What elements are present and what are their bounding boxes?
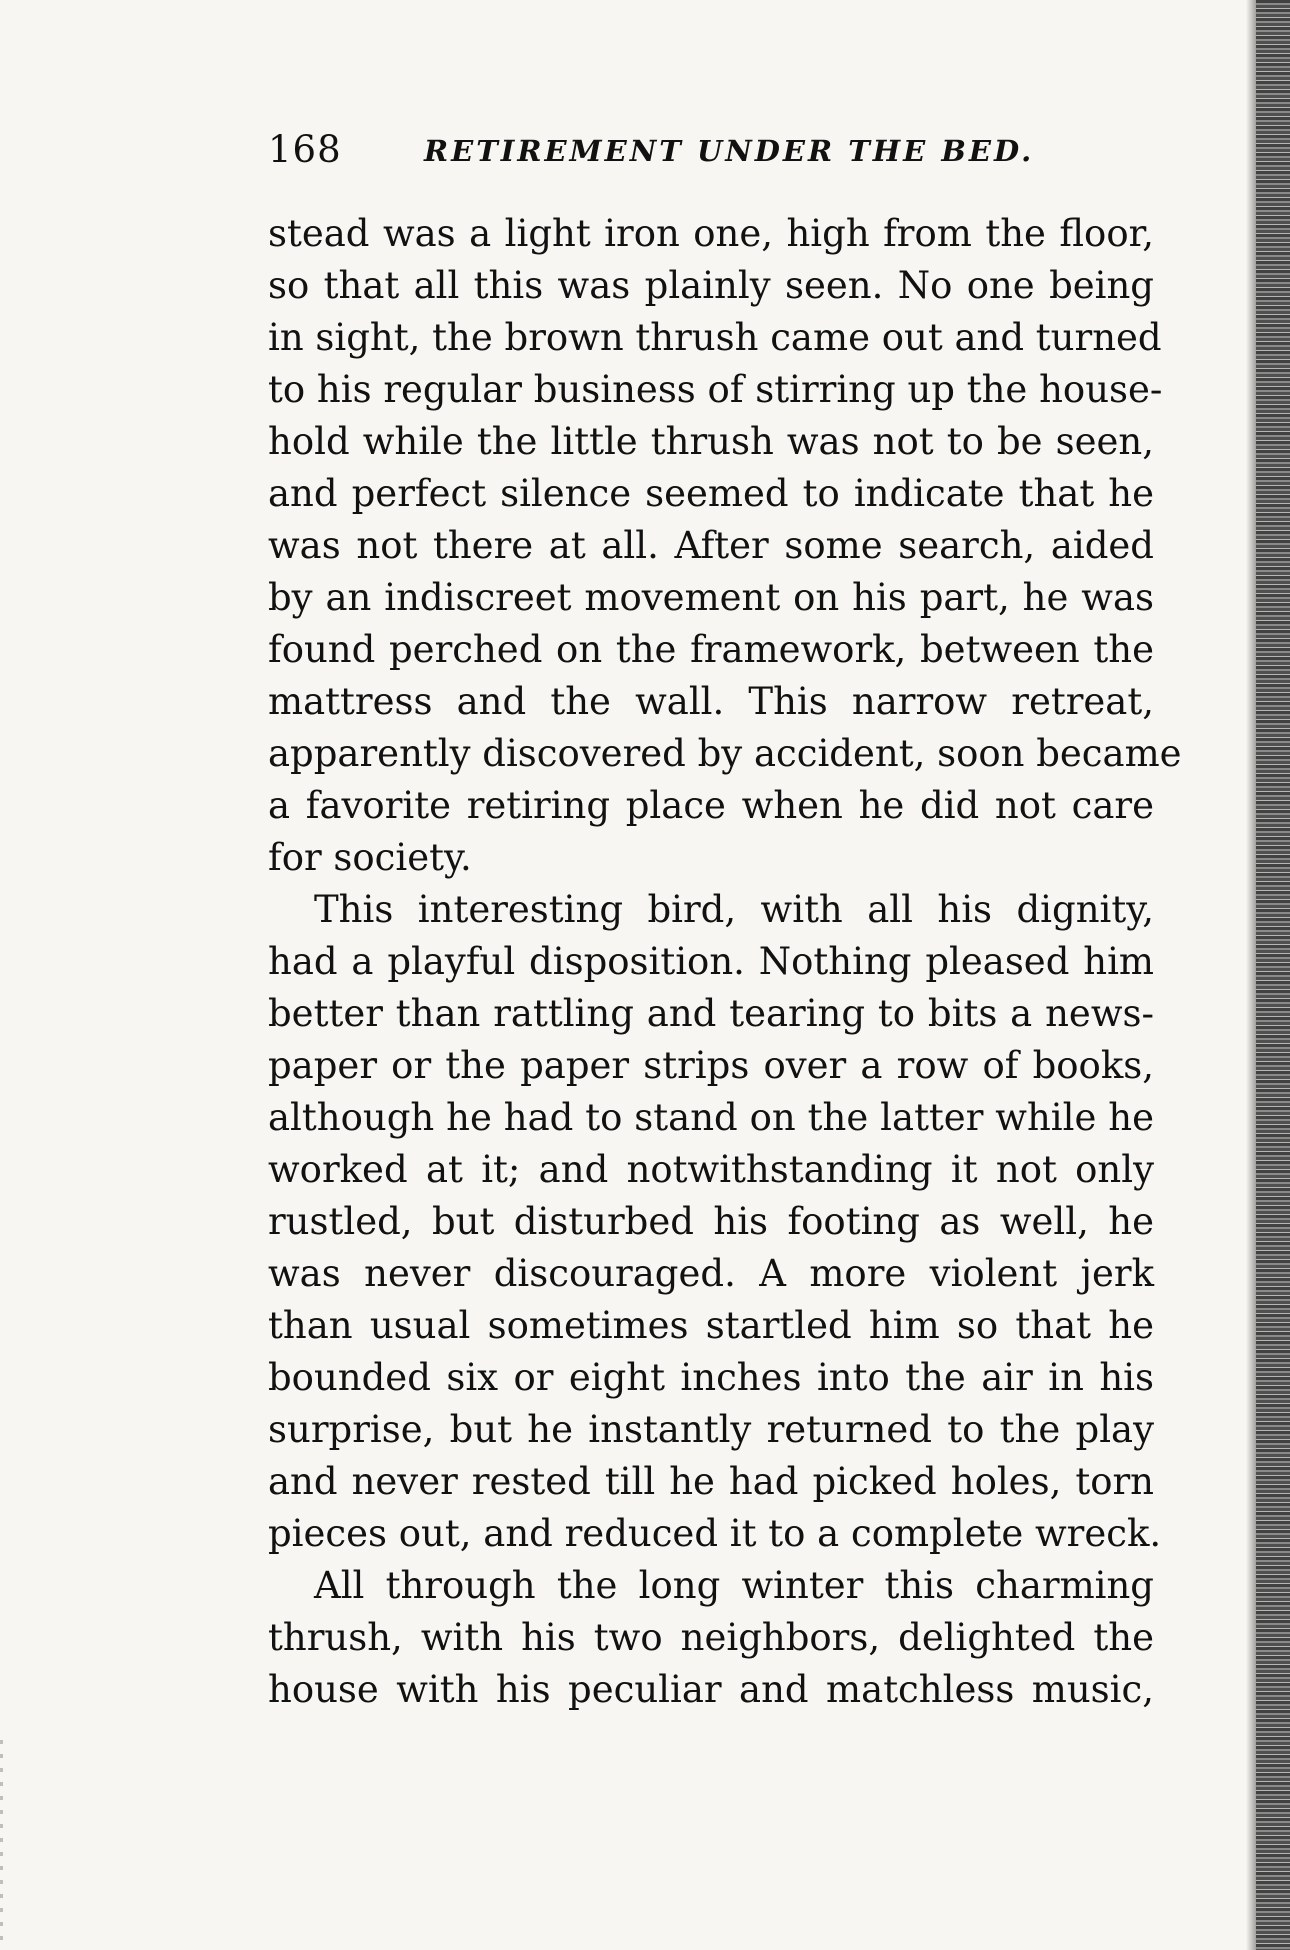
page-header — [268, 128, 1158, 178]
page-edge-shadow — [1256, 0, 1290, 1950]
text-line: All through the long winter this charming — [314, 1564, 1154, 1607]
body-text — [268, 208, 1182, 1716]
text-line: for society. — [268, 836, 472, 879]
text-line: worked at it; and notwithstanding it not only — [268, 1148, 1154, 1191]
text-line: by an indiscreet movement on his part, he was — [268, 576, 1154, 619]
text-line: mattress and the wall. This narrow retreat, — [268, 680, 1154, 723]
text-line: hold while the little thrush was not to be seen, — [268, 420, 1154, 463]
paragraph-2 — [268, 884, 1162, 1560]
text-line: to his regular business of stirring up the house- — [268, 368, 1163, 411]
text-line: and never rested till he had picked holes, torn — [268, 1460, 1154, 1503]
text-line: apparently discovered by accident, soon became — [268, 732, 1182, 775]
text-line: so that all this was plainly seen. No one being — [268, 264, 1154, 307]
text-line: stead was a light iron one, high from the floor, — [268, 212, 1154, 255]
text-line: found perched on the framework, between the — [268, 628, 1154, 671]
text-line: This interesting bird, with all his dignity, — [314, 888, 1154, 931]
text-line: and perfect silence seemed to indicate that he — [268, 472, 1154, 515]
text-line: a favorite retiring place when he did not care — [268, 784, 1154, 827]
scan-speckle — [0, 1740, 3, 1950]
text-line: house with his peculiar and matchless music, — [268, 1668, 1154, 1711]
text-line: than usual sometimes startled him so that he — [268, 1304, 1154, 1347]
text-line: had a playful disposition. Nothing pleased him — [268, 940, 1154, 983]
text-line: was never discouraged. A more violent jerk — [268, 1252, 1154, 1295]
text-line: rustled, but disturbed his footing as well, he — [268, 1200, 1154, 1243]
text-line: surprise, but he instantly returned to the play — [268, 1408, 1154, 1451]
text-line: was not there at all. After some search, aided — [268, 524, 1154, 567]
paragraph-1 — [268, 208, 1182, 884]
page-edge-gradient — [1246, 0, 1256, 1950]
text-line: although he had to stand on the latter while he — [268, 1096, 1154, 1139]
text-line: better than rattling and tearing to bits a news- — [268, 992, 1154, 1035]
text-line: bounded six or eight inches into the air in his — [268, 1356, 1154, 1399]
paragraph-3 — [268, 1560, 1154, 1716]
text-line: thrush, with his two neighbors, delighted the — [268, 1616, 1154, 1659]
running-title: RETIREMENT UNDER THE BED. — [424, 134, 1035, 168]
text-line: in sight, the brown thrush came out and turned — [268, 316, 1162, 359]
text-line: paper or the paper strips over a row of books, — [268, 1044, 1154, 1087]
page-number: 168 — [268, 128, 342, 171]
text-line: pieces out, and reduced it to a complete wreck. — [268, 1512, 1162, 1555]
